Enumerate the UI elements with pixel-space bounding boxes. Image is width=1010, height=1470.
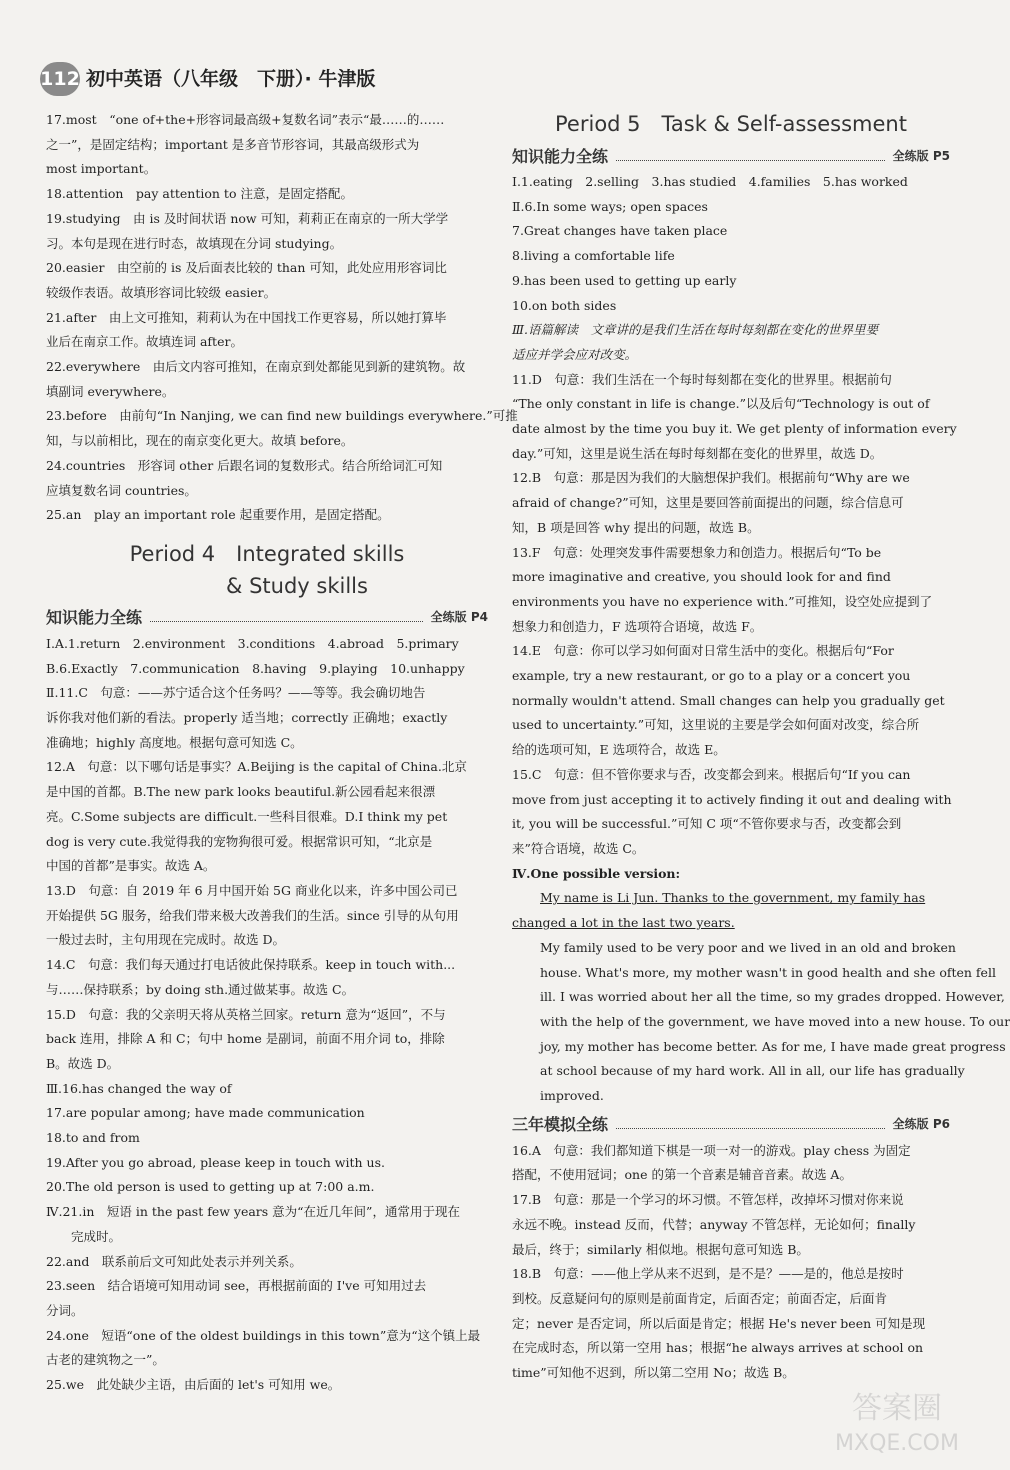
text-line: back 连用，排除 A 和 C；句中 home 是副词，前面不用介词 to，排除 <box>46 1031 445 1047</box>
text-line: 填副词 everywhere。 <box>46 383 175 399</box>
text-line: 中国的首都”是事实。故选 A。 <box>46 858 216 874</box>
section-ref: 全练版 P5 <box>892 148 950 163</box>
section-ref: 全练版 P6 <box>892 1117 950 1132</box>
text-line: 21.after 由上文可推知，莉莉认为在中国找工作更容易，所以她打算毕 <box>46 309 447 325</box>
svg-text:答案圈: 答案圈 <box>852 1391 942 1426</box>
text-line: example, try a new restaurant, or go to a play or a concert you <box>512 668 911 684</box>
text-line: 12.A 句意：以下哪句话是事实？A.Beijing is the capital of China.北京 <box>46 759 467 775</box>
essay-first-line2: changed a lot in the last two years. <box>512 915 735 931</box>
essay-body <box>512 936 1010 1109</box>
text-line: improved. <box>540 1088 604 1104</box>
text-line: 17.most “one of+the+形容词最高级+复数名词”表示“最……的…… <box>46 112 445 127</box>
text-line: 19.studying 由 is 及时间状语 now 可知，莉莉正在南京的一所大学学 <box>46 210 449 226</box>
text-line: 应填复数名词 countries。 <box>46 482 197 498</box>
text-line: 业后在南京工作。故填连词 after。 <box>46 334 243 350</box>
text-line: B。故选 D。 <box>46 1055 120 1071</box>
text-line: B.6.Exactly 7.communication 8.having 9.playing 10.unhappy <box>46 660 465 676</box>
text-line: 亮。C.Some subjects are difficult.一些科目很难。D.I think my pet <box>46 808 448 824</box>
text-line: most important。 <box>46 161 157 177</box>
period4-title-line2: & Study skills <box>226 573 368 598</box>
section-ref: 全练版 P4 <box>430 610 488 625</box>
text-line: time”可知他不迟到，所以第二空用 No；故选 B。 <box>512 1365 795 1381</box>
text-line: Ⅱ.11.C 句意：——苏宁适合这个任务吗？——等等。我会确切地告 <box>46 685 426 701</box>
text-line: used to uncertainty.”可知，这里说的主要是学会如何面对改变，综合所 <box>512 717 920 733</box>
section-title: 知识能力全练 <box>512 146 609 166</box>
text-line: 想象力和创造力，F 选项符合语境，故选 F。 <box>512 618 763 634</box>
text-line: at school because of my hard work. All in all, our life has gradually <box>540 1063 965 1079</box>
text-line: 8.living a comfortable life <box>512 248 675 264</box>
section-header-p6 <box>512 1111 950 1137</box>
text-line: 较级作表语。故填形容词比较级 easier。 <box>46 284 277 300</box>
section-title: 知识能力全练 <box>46 608 143 628</box>
reading-lead-line2: 适应并学会应对改变。 <box>512 346 638 362</box>
text-line: 14.E 句意：你可以学习如何面对日常生活中的变化。根据后句“For <box>512 643 894 659</box>
text-line: 与……保持联系；by doing sth.通过做某事。故选 C。 <box>46 981 355 997</box>
text-line: 11.D 句意：我们生活在一个每时每刻都在变化的世界里。根据前句 <box>512 371 892 387</box>
text-line: more imaginative and creative, you should look for and find <box>512 569 891 585</box>
answer-list-period4 <box>46 632 488 1398</box>
text-line: normally wouldn't attend. Small changes can help you gradually get <box>512 692 945 708</box>
period4-title-line1: Period 4 Integrated skills <box>129 541 405 566</box>
text-line: 给的选项可知，E 选项符合，故选 E。 <box>512 742 726 758</box>
section-title: 三年模拟全练 <box>512 1115 609 1135</box>
text-line: Ⅲ.16.has changed the way of <box>46 1080 232 1096</box>
text-line: 25.an play an important role 起重要作用，是固定搭配。 <box>46 507 390 523</box>
text-line: 古老的建筑物之一”。 <box>46 1352 165 1368</box>
text-line: 17.B 句意：那是一个学习的坏习惯。不管怎样，改掉坏习惯对你来说 <box>512 1192 904 1208</box>
text-line: 23.seen 结合语境可知用动词 see，再根据前面的 I've 可知用过去 <box>46 1278 427 1294</box>
text-line: 20.easier 由空前的 is 及后面表比较的 than 可知，此处应用形容词比 <box>46 260 447 276</box>
text-line: with the help of the government, we have moved into a new house. To our <box>540 1013 1010 1029</box>
text-line: 18.B 句意：——他上学从来不迟到，是不是？——是的，他总是按时 <box>512 1266 904 1282</box>
text-line: 14.C 句意：我们每天通过打电话彼此保持联系。keep in touch with... <box>46 957 456 973</box>
text-line: My family used to be very poor and we lived in an old and broken <box>540 939 956 955</box>
text-line: 9.has been used to getting up early <box>512 272 737 288</box>
section-header-p4 <box>46 604 488 630</box>
text-line: 17.are popular among; have made communication <box>46 1105 365 1121</box>
answer-list-period5-b <box>512 368 957 862</box>
text-line: 23.before 由前句“In Nanjing, we can find new buildings everywhere.”可推 <box>46 408 518 424</box>
text-line: 10.on both sides <box>512 297 617 313</box>
text-line: 7.Great changes have taken place <box>512 223 728 239</box>
dotted-leader <box>150 611 423 622</box>
text-line: Ⅱ.6.In some ways; open spaces <box>512 198 708 214</box>
text-line: 13.D 句意：自 2019 年 6 月中国开始 5G 商业化以来，许多中国公司已 <box>46 882 458 898</box>
text-line: 25.we 此处缺少主语，由后面的 let's 可知用 we。 <box>46 1377 341 1393</box>
text-line: 开始提供 5G 服务，给我们带来极大改善我们的生活。since 引导的从句用 <box>46 907 459 923</box>
text-line: move from just accepting it to actively finding it out and dealing with <box>512 791 952 807</box>
left-column <box>46 108 518 1398</box>
text-line: 12.B 句意：那是因为我们的大脑想保护我们。根据前句“Why are we <box>512 470 910 486</box>
text-line: 搭配，不使用冠词；one 的第一个音素是辅音音素。故选 A。 <box>512 1167 852 1183</box>
text-line: it, you will be successful.”可知 C 项“不管你要求与否，改变都会到 <box>512 816 902 832</box>
right-column <box>512 108 1010 1386</box>
text-line: 20.The old person is used to getting up at 7:00 a.m. <box>46 1179 375 1195</box>
text-line: 完成时。 <box>46 1228 122 1244</box>
text-line: 18.to and from <box>46 1130 140 1146</box>
text-line: joy, my mother has become better. As for me, I have made great progress <box>540 1038 1006 1054</box>
text-line: 到校。反意疑问句的原则是前面肯定，后面否定；前面否定，后面肯 <box>512 1290 888 1306</box>
text-line: 永远不晚。instead 反而，代替；anyway 不管怎样，无论如何；finally <box>512 1216 916 1232</box>
text-line: 定；never 是否定词，所以后面是肯定；根据 He's never been 可知是现 <box>512 1315 926 1331</box>
text-line: 来”符合语境，故选 C。 <box>512 840 645 856</box>
text-line: 13.F 句意：处理突发事件需要想象力和创造力。根据后句“To be <box>512 544 882 560</box>
dotted-leader <box>616 1118 885 1129</box>
answer-list-three-year <box>512 1139 950 1386</box>
text-line: 24.one 短语“one of the oldest buildings in this town”意为“这个镇上最 <box>46 1327 481 1343</box>
text-line: 准确地；highly 高度地。根据句意可知选 C。 <box>46 734 303 750</box>
text-line: 24.countries 形容词 other 后跟名词的复数形式。结合所给词汇可知 <box>46 457 443 473</box>
text-line: 15.C 句意：但不管你要求与否，改变都会到来。根据后句“If you can <box>512 766 911 782</box>
text-line: 是中国的首都。B.The new park looks beautiful.新公园看起来很漂 <box>46 784 436 800</box>
essay-first-line1: My name is Li Jun. Thanks to the government, my family has <box>540 890 926 906</box>
text-line: 一般过去时，主句用现在完成时。故选 D。 <box>46 932 285 948</box>
text-line: Ⅰ.A.1.return 2.environment 3.conditions 4.abroad 5.primary <box>46 635 459 651</box>
text-line: 知，与以前相比，现在的南京变化更大。故填 before。 <box>46 433 354 449</box>
text-line: 19.After you go abroad, please keep in touch with us. <box>46 1154 385 1170</box>
text-line: 15.D 句意：我的父亲明天将从英格兰回家。return 意为“返回”，不与 <box>46 1006 446 1022</box>
text-line: 22.and 联系前后文可知此处表示并列关系。 <box>46 1253 302 1269</box>
page-number: 112 <box>40 62 80 96</box>
reading-lead-line1: Ⅲ.语篇解读 文章讲的是我们生活在每时每刻都在变化的世界里要 <box>512 322 879 338</box>
essay-label: Ⅳ.One possible version: <box>512 865 681 881</box>
text-line: 分词。 <box>46 1302 84 1318</box>
text-line: house. What's more, my mother wasn't in good health and she often fell <box>540 964 996 980</box>
book-title: 初中英语（八年级 下册）· 牛津版 <box>86 68 376 90</box>
text-line: 22.everywhere 由后文内容可推知，在南京到处都能见到新的建筑物。故 <box>46 359 466 375</box>
text-line: 16.A 句意：我们都知道下棋是一项一对一的游戏。play chess 为固定 <box>512 1142 911 1158</box>
dotted-leader <box>616 150 885 161</box>
text-line: 习。本句是现在进行时态，故填现在分词 studying。 <box>46 235 343 251</box>
text-line: 诉你我对他们新的看法。properly 适当地；correctly 正确地；exactly <box>46 710 448 726</box>
answer-list-period5-a <box>512 170 950 318</box>
svg-text:MXQE.COM: MXQE.COM <box>835 1431 959 1456</box>
text-line: afraid of change?”可知，这里是要回答前面提出的问题，综合信息可 <box>512 495 904 511</box>
text-line: “The only constant in life is change.”以及后句“Technology is out of <box>512 396 930 412</box>
text-line: Ⅰ.1.eating 2.selling 3.has studied 4.families 5.has worked <box>512 174 908 189</box>
period5-title: Period 5 Task & Self-assessment <box>555 112 907 136</box>
text-line: 之一”，是固定结构；important 是多音节形容词，其最高级形式为 <box>46 136 420 152</box>
text-line: dog is very cute.我觉得我的宠物狗很可爱。根据常识可知，“北京是 <box>46 833 433 849</box>
section-header-p5 <box>512 142 950 168</box>
text-line: environments you have no experience with.”可推知，设空处应提到了 <box>512 593 933 609</box>
watermark-logo <box>802 1380 992 1460</box>
text-line: 18.attention pay attention to 注意，是固定搭配。 <box>46 186 353 202</box>
text-line: date almost by the time you buy it. We get plenty of information every <box>512 421 957 437</box>
text-line: day.”可知，这里是说生活在每时每刻都在变化的世界里，故选 D。 <box>512 445 883 461</box>
text-line: 知，B 项是回答 why 提出的问题，故选 B。 <box>512 519 760 535</box>
text-line: ill. I was worried about her all the time, so my grades dropped. However, <box>540 989 1005 1005</box>
text-line: Ⅳ.21.in 短语 in the past few years 意为“在近几年间”，通常用于现在 <box>46 1204 460 1220</box>
text-line: 在完成时态，所以第一空用 has；根据“he always arrives at school on <box>512 1340 924 1356</box>
answer-list-period3 <box>46 108 518 528</box>
text-line: 最后，终于；similarly 相似地。根据句意可知选 B。 <box>512 1241 809 1257</box>
